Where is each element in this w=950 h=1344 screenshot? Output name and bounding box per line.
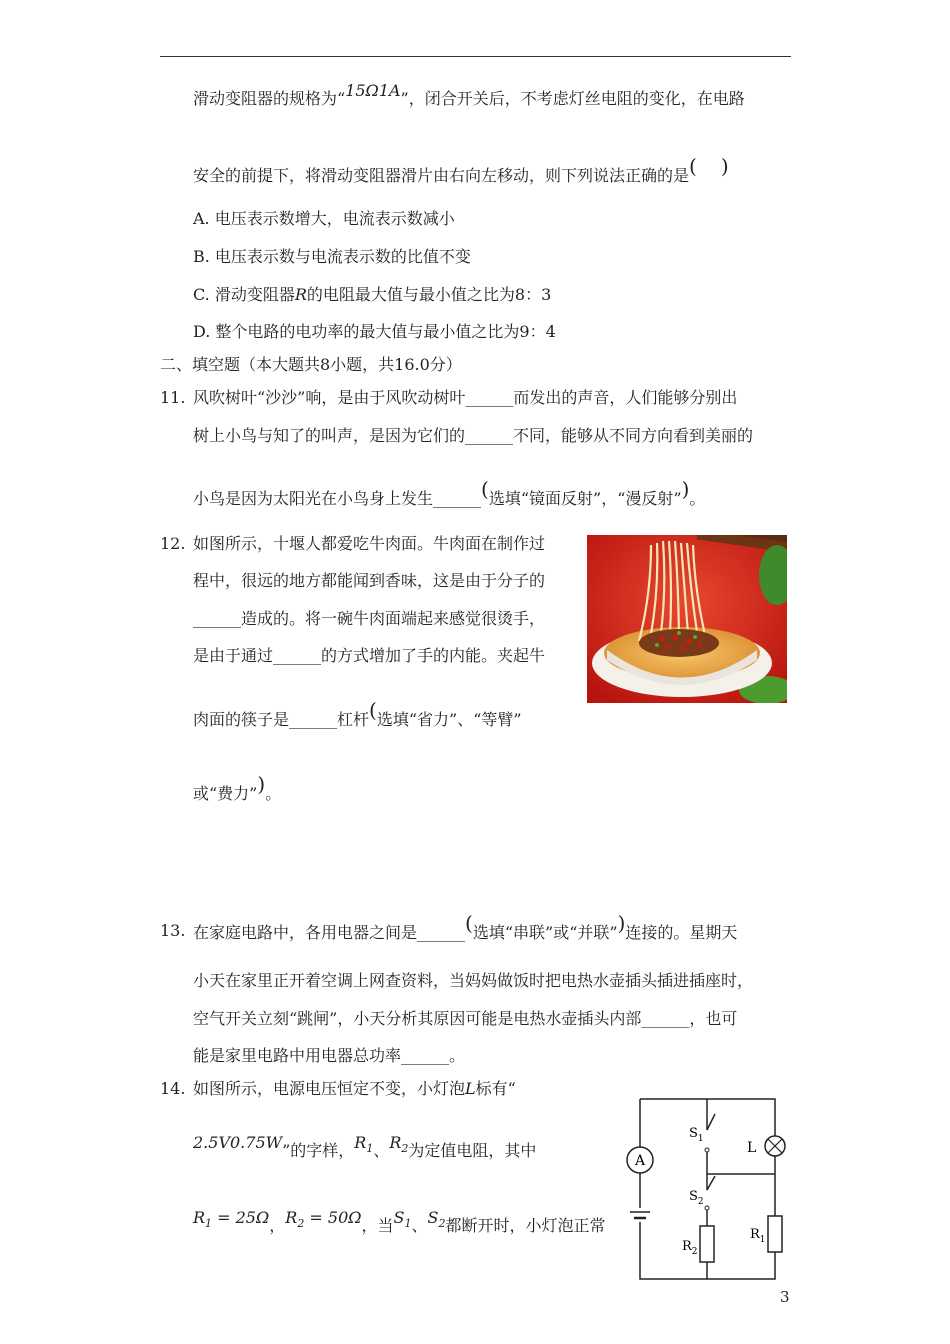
ammeter-label: A xyxy=(634,1153,646,1169)
switch-s2-label: $S_2$ xyxy=(689,1189,704,1207)
q12-line3: ______造成的。将一碗牛肉面端起来感觉很烫手， xyxy=(193,609,546,628)
q14-line1: 如图所示，电源电压恒定不变，小灯泡L标有“ xyxy=(193,1079,516,1098)
q12-line5: 肉面的筷子是______杠杆(选填“省力”、“等臂” xyxy=(193,698,522,729)
r1-label: $R_1$ xyxy=(750,1227,766,1245)
q10-option-d: D. 整个电路的电功率的最大值与最小值之比为9：4 xyxy=(193,322,556,341)
q11-line1: 风吹树叶“沙沙”响，是由于风吹动树叶______而发出的声音，人们能够分别出 xyxy=(193,388,738,407)
q13-line3: 空气开关立刻“跳闸”，小天分析其原因可能是电热水壶插头内部______，也可 xyxy=(193,1009,738,1028)
q13-number: 13. xyxy=(160,921,186,940)
q13-line2: 小天在家里正开着空调上网查资料，当妈妈做饭时把电热水壶插头插进插座时， xyxy=(193,971,754,990)
q10-option-b: B. 电压表示数与电流表示数的比值不变 xyxy=(193,247,471,266)
q13-line4: 能是家里电路中用电器总功率______。 xyxy=(193,1046,466,1065)
q10-line1: 滑动变阻器的规格为“15Ω1A”，闭合开关后，不考虑灯丝电阻的变化，在电路 xyxy=(193,81,745,108)
q11-number: 11. xyxy=(160,388,186,407)
q14-line2: 2.5V0.75W”的字样，$R_1$、$R_2$为定值电阻，其中 xyxy=(193,1133,537,1160)
answer-bracket-close: ) xyxy=(720,154,729,178)
r2-label: $R_2$ xyxy=(682,1239,698,1257)
q12-line4: 是由于通过______的方式增加了手的内能。夹起牛 xyxy=(193,646,546,665)
section-title: 二、填空题（本大题共8小题，共16.0分） xyxy=(160,355,462,374)
q12-line6: 或“费力”)。 xyxy=(193,772,282,803)
q10-line2: 安全的前提下，将滑动变阻器滑片由右向左移动，则下列说法正确的是( ) xyxy=(193,154,729,185)
beef-noodle-image xyxy=(587,535,787,703)
q12-line2: 程中，很远的地方都能闻到香味，这是由于分子的 xyxy=(193,571,546,590)
q10-option-c: C. 滑动变阻器R的电阻最大值与最小值之比为8：3 xyxy=(193,285,552,304)
q12-line1: 如图所示，十堰人都爱吃牛肉面。牛肉面在制作过 xyxy=(193,534,546,553)
q11-line3: 小鸟是因为太阳光在小鸟身上发生______(选填“镜面反射”，“漫反射”)。 xyxy=(193,477,706,508)
page-number: 3 xyxy=(780,1288,790,1306)
q10-option-a: A. 电压表示数增大，电流表示数减小 xyxy=(193,209,455,228)
q14-line3: $R_1 = 25\Omega$，$R_2 = 50\Omega$，当$S_1$、$S_2$都断开时，小灯泡正常 xyxy=(193,1208,606,1235)
q13-line1: 在家庭电路中，各用电器之间是______(选填“串联”或“并联”)连接的。星期天 xyxy=(193,911,738,942)
header-rule xyxy=(160,56,791,57)
q14-number: 14. xyxy=(160,1079,186,1098)
lamp-spec: 2.5V0.75W xyxy=(193,1133,283,1152)
q11-line2: 树上小鸟与知了的叫声，是因为它们的______不同，能够从不同方向看到美丽的 xyxy=(193,426,754,445)
lamp-label: L xyxy=(747,1140,757,1156)
rheostat-spec: 15Ω1A xyxy=(345,81,401,100)
q12-number: 12. xyxy=(160,534,186,553)
answer-bracket-open: ( xyxy=(689,154,697,178)
switch-s1-label: $S_1$ xyxy=(689,1126,704,1144)
circuit-diagram xyxy=(620,1090,795,1290)
